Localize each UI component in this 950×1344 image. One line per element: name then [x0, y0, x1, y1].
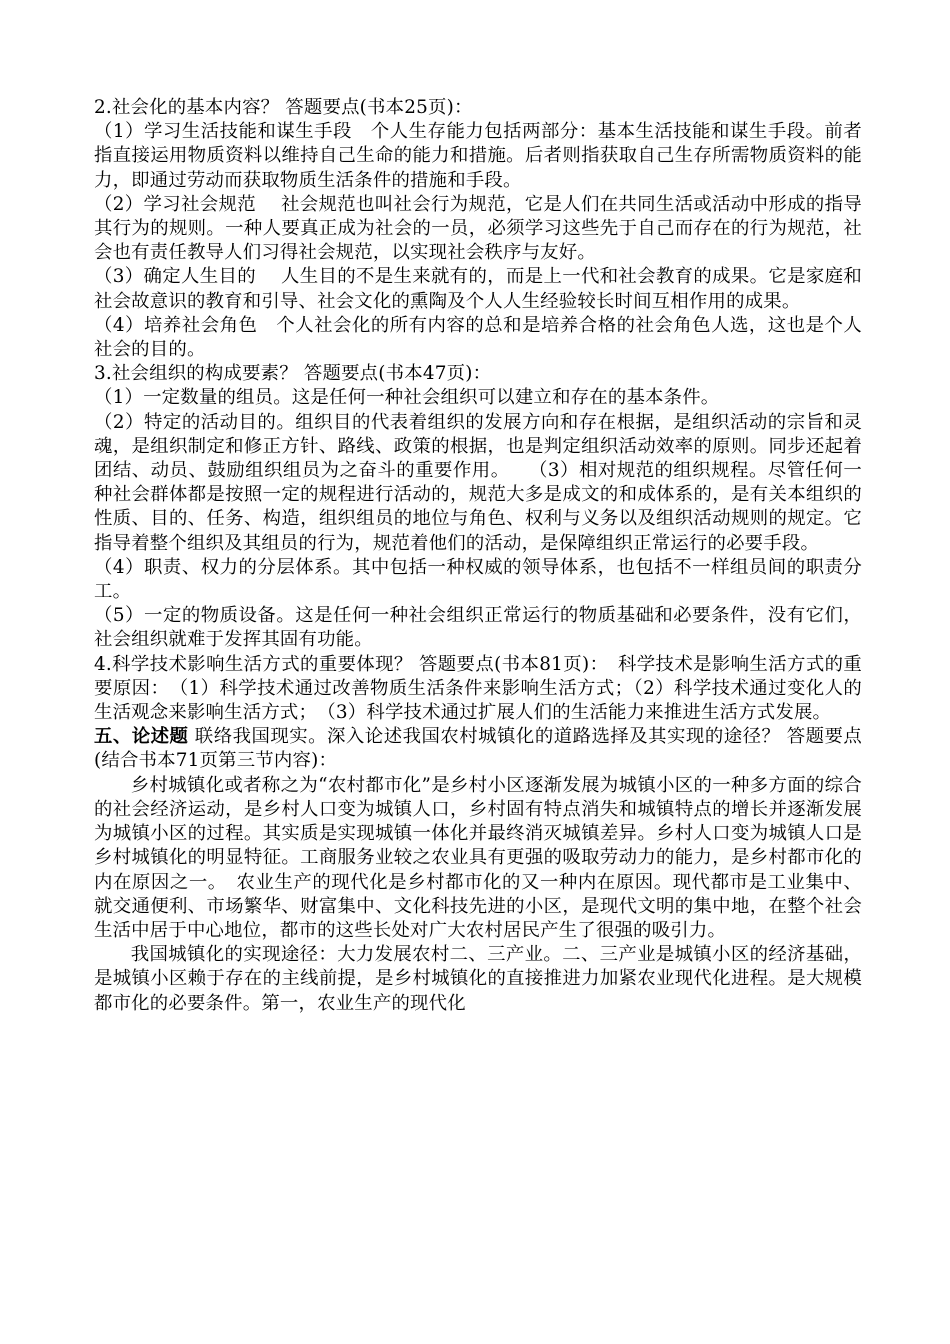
question-3-point-5: （5）一定的物质设备。这是任何一种社会组织正常运行的物质基础和必要条件，没有它们，社会组织就难于发挥其固有功能。: [94, 605, 862, 651]
question-2-point-2: （2）学习社会规范 社会规范也叫社会行为规范，它是人们在共同生活或活动中形成的指导其行为的规则。一种人要真正成为社会的一员，必须学习这些先于自己而存在的行为规范，社会也有责任教导人们习得社会规范，以实现社会秩序与友好。: [94, 193, 862, 264]
question-3-point-4: （4）职责、权力的分层体系。其中包括一种权威的领导体系，也包括不一样组员间的职责分工。: [94, 556, 862, 603]
document-page: [94, 96, 862, 1016]
question-2-point-4: （4）培养社会角色 个人社会化的所有内容的总和是培养合格的社会角色人选，这也是个人社会的目的。: [94, 314, 862, 361]
question-2-point-3: （3）确定人生目的 人生目的不是生来就有的，而是上一代和社会教育的成果。它是家庭和社会故意识的教育和引导、社会文化的熏陶及个人人生经验较长时间互相作用的成果。: [94, 266, 862, 312]
essay-heading: 五、论述题: [94, 726, 189, 748]
question-3-point-2-3: （2）特定的活动目的。组织目的代表着组织的发展方向和存在根据，是组织活动的宗旨和灵魂，是组织制定和修正方针、路线、政策的根据，也是判定组织活动效率的原则。同步还起着团结、动员、鼓励组织组员为之奋斗的重要作用。 （3）相对规范的组织规程。尽管任何一种社会群体都是按照一定的规程进行活动的，规范大多是成文的和成体系的，是有关本组织的性质、目的、任务、构造，组织组员的地位与角色、权利与义务以及组织活动规则的规定。它指导着整个组织及其组员的行为，规范着他们的活动，是保障组织正常运行的必要手段。: [94, 411, 862, 554]
question-3-point-1: （1）一定数量的组员。这是任何一种社会组织可以建立和存在的基本条件。: [94, 387, 720, 409]
essay-prompt: 联络我国现实。深入论述我国农村城镇化的道路选择及其实现的途径？ 答题要点(结合书本71页第三节内容)：: [94, 726, 862, 772]
question-2-title: 2.社会化的基本内容？ 答题要点(书本25页)：: [94, 97, 473, 118]
question-2-point-1: （1）学习生活技能和谋生手段 个人生存能力包括两部分：基本生活技能和谋生手段。前者指直接运用物质资料以维持自己生命的能力和措施。后者则指获取自己生存所需物质资料的能力，即通过劳动而获取物质生活条件的措施和手段。: [94, 121, 862, 191]
essay-paragraph-1: 乡村城镇化或者称之为“农村都市化”是乡村小区逐渐发展为城镇小区的一种多方面的综合的社会经济运动，是乡村人口变为城镇人口，乡村固有特点消失和城镇特点的增长并逐渐发展为城镇小区的过程。其实质是实现城镇一体化并最终消灭城镇差异。乡村人口变为城镇人口是乡村城镇化的明显特征。工商服务业较之农业具有更强的吸取劳动力的能力，是乡村都市化的内在原因之一。 农业生产的现代化是乡村都市化的又一种内在原因。现代都市是工业集中、就交通便利、市场繁华、财富集中、文化科技先进的小区，是现代文明的集中地，在整个社会生活中居于中心地位，都市的这些长处对广大农村居民产生了很强的吸引力。: [94, 774, 862, 941]
essay-question: [94, 725, 862, 773]
essay-paragraph-2: 我国城镇化的实现途径：大力发展农村二、三产业。二、三产业是城镇小区的经济基础，是城镇小区赖于存在的主线前提，是乡村城镇化的直接推进力加紧农业现代化进程。是大规模都市化的必要条件。第一，农业生产的现代化: [94, 944, 862, 1014]
question-3-title: 3.社会组织的构成要素？ 答题要点(书本47页)：: [94, 363, 492, 385]
question-4-text: 4.科学技术影响生活方式的重要体现？ 答题要点(书本81页)： 科学技术是影响生活方式的重要原因： （1）科学技术通过改善物质生活条件来影响生活方式；（2）科学技术通过变化人的生活观念来影响生活方式； （3）科学技术通过扩展人们的生活能力来推进生活方式发展。: [94, 653, 862, 724]
